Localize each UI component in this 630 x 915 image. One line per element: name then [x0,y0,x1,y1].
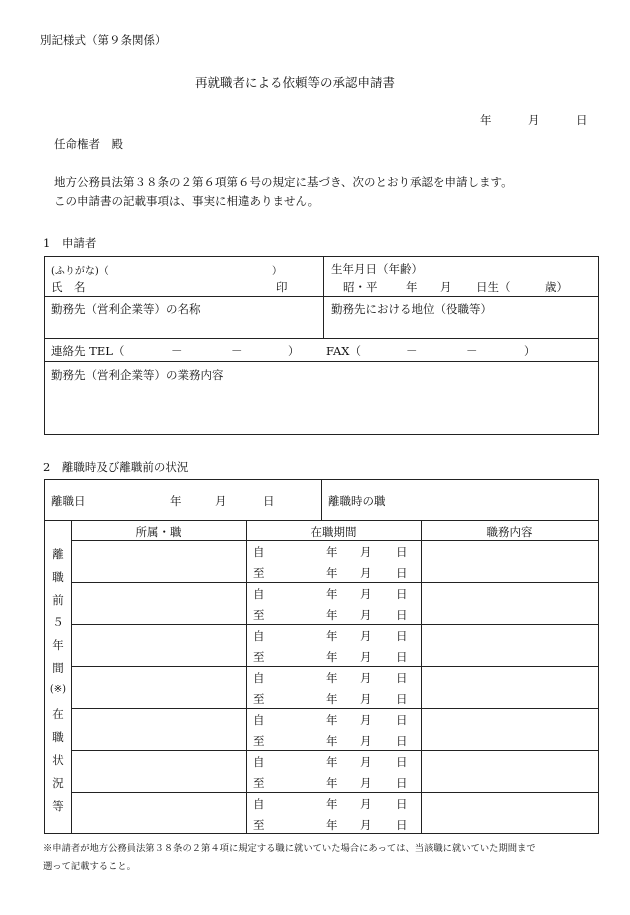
document-title: 再就職者による依頼等の承認申請書 [195,75,396,90]
period-to: 至 [253,734,265,748]
retire-post-label: 離職時の職 [328,494,386,508]
birth-day: 日生（ [476,280,511,294]
period-year: 年 [326,797,338,811]
side-char: 職 [52,730,64,744]
date-month: 月 [528,113,540,127]
period-year: 年 [326,713,338,727]
period-year: 年 [326,755,338,769]
period-day: 日 [396,755,408,769]
side-char: 間 [52,661,64,675]
period-month: 月 [360,755,372,769]
period-month: 月 [360,629,372,643]
period-year: 年 [326,818,338,832]
section2-heading: 2 離職時及び離職前の状況 [43,460,189,474]
period-year: 年 [326,566,338,580]
col-duties: 職務内容 [486,525,533,539]
tel-label: 連絡先 TEL（ [51,344,125,358]
footnote-line-1: ※申請者が地方公務員法第３８条の２第４項に規定する職に就いていた場合にあっては、当該職に就いていた期間まで [43,843,536,854]
footnote-line-2: 遡って記載すること。 [43,861,136,872]
period-from: 自 [253,713,265,727]
period-day: 日 [396,734,408,748]
side-char: 状 [52,753,64,767]
period-year: 年 [326,545,338,559]
period-to: 至 [253,818,265,832]
furigana-label: (ふりがな)（ [51,266,109,277]
side-char: 職 [52,570,64,584]
period-day: 日 [396,587,408,601]
period-month: 月 [360,587,372,601]
period-month: 月 [360,797,372,811]
period-month: 月 [360,650,372,664]
fax-dash-1: － [406,344,418,358]
retire-month: 月 [215,494,227,508]
period-day: 日 [396,797,408,811]
tel-dash-1: － [171,344,183,358]
side-char: 在 [52,707,64,721]
tel-close: ） [288,344,300,358]
form-label: 別記様式（第９条関係） [40,33,167,47]
period-from: 自 [253,587,265,601]
side-char: 離 [52,547,64,561]
side-char: 前 [52,593,64,607]
period-year: 年 [326,629,338,643]
period-month: 月 [360,566,372,580]
period-day: 日 [396,629,408,643]
period-from: 自 [253,545,265,559]
age-suffix: 歳） [545,280,568,294]
section1-heading: 1 申請者 [43,236,97,250]
date-day: 日 [576,113,588,127]
col-period: 在職期間 [310,525,357,539]
retire-year: 年 [170,494,182,508]
period-to: 至 [253,776,265,790]
retire-day: 日 [263,494,275,508]
period-to: 至 [253,566,265,580]
period-day: 日 [396,545,408,559]
name-label: 氏 名 [51,280,86,294]
period-from: 自 [253,671,265,685]
col-affiliation: 所属・職 [135,525,182,539]
period-year: 年 [326,776,338,790]
period-year: 年 [326,608,338,622]
retire-date-label: 離職日 [51,494,86,508]
period-month: 月 [360,776,372,790]
period-day: 日 [396,650,408,664]
period-month: 月 [360,692,372,706]
period-day: 日 [396,776,408,790]
side-char: 況 [52,776,64,790]
intro-line-2: この申請書の記載事項は、事実に相違ありません。 [54,194,320,208]
period-day: 日 [396,713,408,727]
period-month: 月 [360,713,372,727]
birth-era: 昭・平 [343,280,378,294]
side-char: (※) [49,684,67,695]
period-day: 日 [396,566,408,580]
birth-year: 年 [406,280,418,294]
period-to: 至 [253,692,265,706]
fax-dash-2: － [466,344,478,358]
period-to: 至 [253,650,265,664]
birth-label: 生年月日（年齢） [331,262,423,276]
fax-label: FAX（ [326,344,361,358]
period-year: 年 [326,692,338,706]
date-year: 年 [480,113,492,127]
seal-mark: 印 [276,280,288,294]
period-day: 日 [396,608,408,622]
period-year: 年 [326,734,338,748]
period-from: 自 [253,755,265,769]
period-day: 日 [396,818,408,832]
business-label: 勤務先（営利企業等）の業務内容 [51,368,224,382]
birth-month: 月 [440,280,452,294]
addressee: 任命権者 殿 [54,137,123,151]
side-char: ５ [52,615,64,629]
period-day: 日 [396,671,408,685]
period-month: 月 [360,608,372,622]
period-from: 自 [253,797,265,811]
period-month: 月 [360,818,372,832]
employer-position-label: 勤務先における地位（役職等） [331,302,492,316]
period-year: 年 [326,650,338,664]
period-month: 月 [360,545,372,559]
period-year: 年 [326,671,338,685]
furigana-close: ） [272,266,282,277]
fax-close: ） [524,344,536,358]
side-char: 年 [52,638,64,652]
period-year: 年 [326,587,338,601]
intro-line-1: 地方公務員法第３８条の２第６項第６号の規定に基づき、次のとおり承認を申請します。 [54,175,513,189]
period-day: 日 [396,692,408,706]
side-char: 等 [52,799,64,813]
period-to: 至 [253,608,265,622]
period-from: 自 [253,629,265,643]
employer-name-label: 勤務先（営利企業等）の名称 [51,302,201,316]
tel-dash-2: － [231,344,243,358]
period-month: 月 [360,671,372,685]
period-month: 月 [360,734,372,748]
